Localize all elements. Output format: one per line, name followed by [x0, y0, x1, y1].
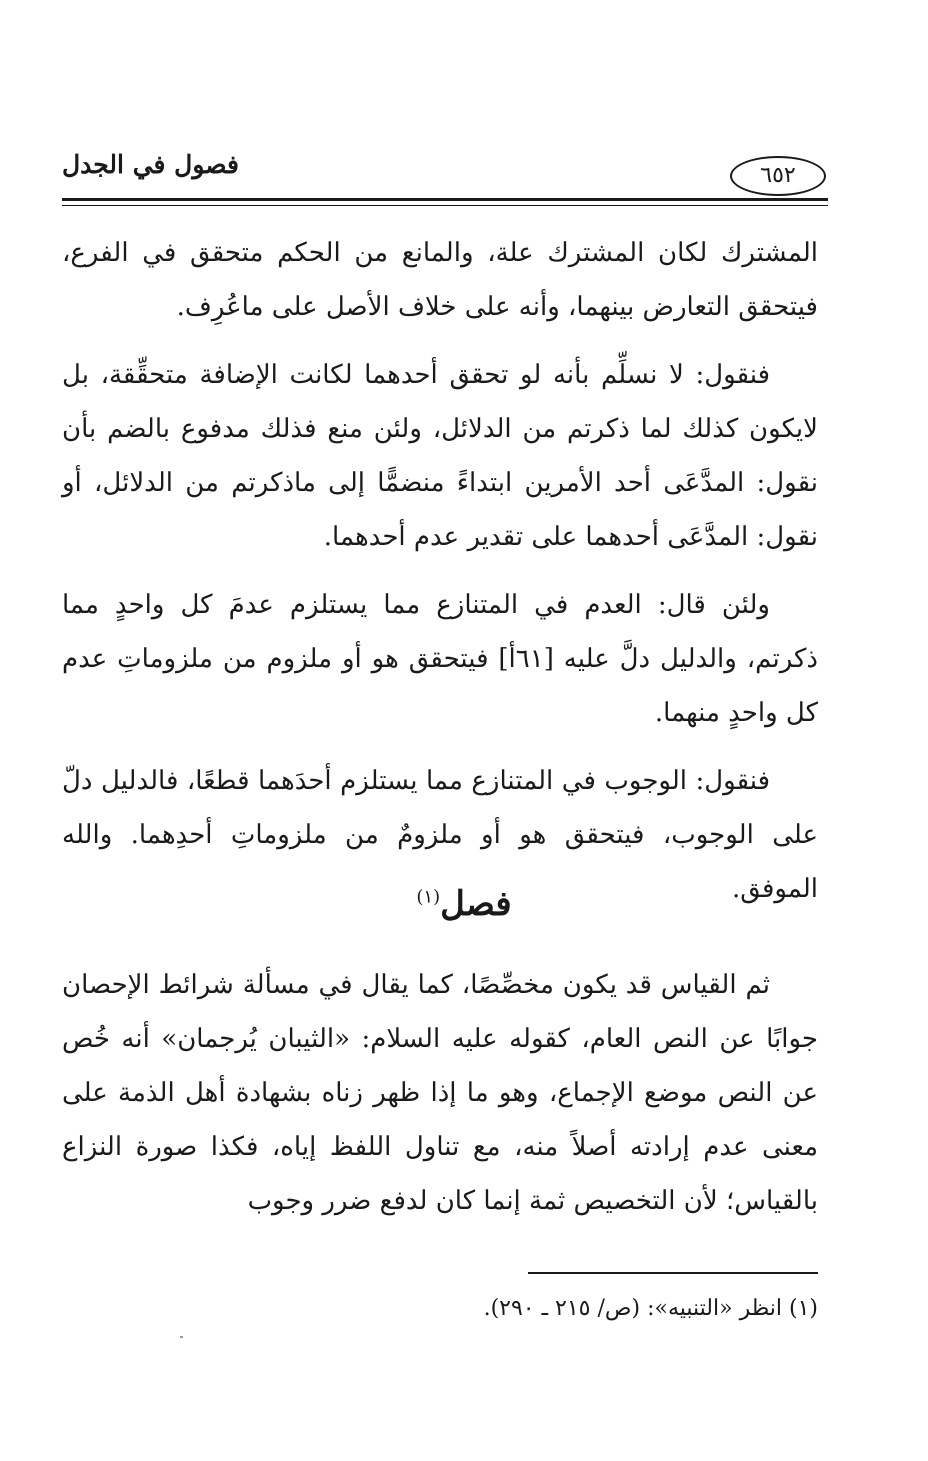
- running-header: [62, 148, 828, 198]
- header-rule-thick: [62, 198, 828, 201]
- header-rule-thin: [62, 205, 828, 206]
- section-heading-text: فصل: [440, 884, 512, 924]
- page-number: ٦٥٢: [730, 156, 826, 196]
- section-heading: [0, 884, 928, 924]
- paragraph: فنقول: لا نسلِّم بأنه لو تحقق أحدهما لكانت الإضافة متحقِّقة، بل لايكون كذلك لما ذكرتم من الدلائل، ولئن منع فذلك مدفوع بالضم بأن نقول: المدَّعَى أحد الأمرين ابتداءً منضمًّا إلى ماذكرتم من الدلائل، أو نقول: المدَّعَى أحدهما على تقدير عدم أحدهما.: [62, 360, 818, 552]
- paragraph: ولئن قال: العدم في المتنازع مما يستلزم عدمَ كل واحدٍ مما ذكرتم، والدليل دلَّ عليه [٦١أ] فيتحقق هو أو ملزوم من ملزوماتِ عدم كل واحدٍ منهما.: [62, 590, 818, 728]
- scan-speck: [180, 1336, 183, 1338]
- main-text-lower: [62, 958, 818, 1228]
- book-title: فصول في الجدل: [62, 150, 239, 179]
- main-text-upper: [62, 226, 818, 930]
- paragraph: ثم القياس قد يكون مخصِّصًا، كما يقال في مسألة شرائط الإحصان جوابًا عن النص العام، كقوله عليه السلام: «الثيبان يُرجمان» أنه خُص عن النص موضع الإجماع، وهو ما إذا ظهر زناه بشهادة أهل الذمة على معنى عدم إرادته أصلاً منه، مع تناول اللفظ إياه، فكذا صورة النزاع بالقياس؛ لأن التخصيص ثمة إنما كان لدفع ضرر وجوب: [62, 970, 818, 1216]
- paragraph: فنقول: الوجوب في المتنازع مما يستلزم أحدَهما قطعًا، فالدليل دلّ على الوجوب، فيتحقق هو أو ملزومٌ من ملزوماتِ أحدِهما. والله الموفق.: [62, 766, 818, 904]
- paragraph: المشترك لكان المشترك علة، والمانع من الحكم متحقق في الفرع، فيتحقق التعارض بينهما، وأنه على خلاف الأصل على ماعُرِف.: [62, 238, 818, 322]
- footnote-separator: [528, 1272, 818, 1274]
- footnote: (١) انظر «التنبيه»: (ص/ ٢١٥ ـ ٢٩٠).: [483, 1296, 818, 1321]
- footnote-reference: (١): [416, 886, 441, 908]
